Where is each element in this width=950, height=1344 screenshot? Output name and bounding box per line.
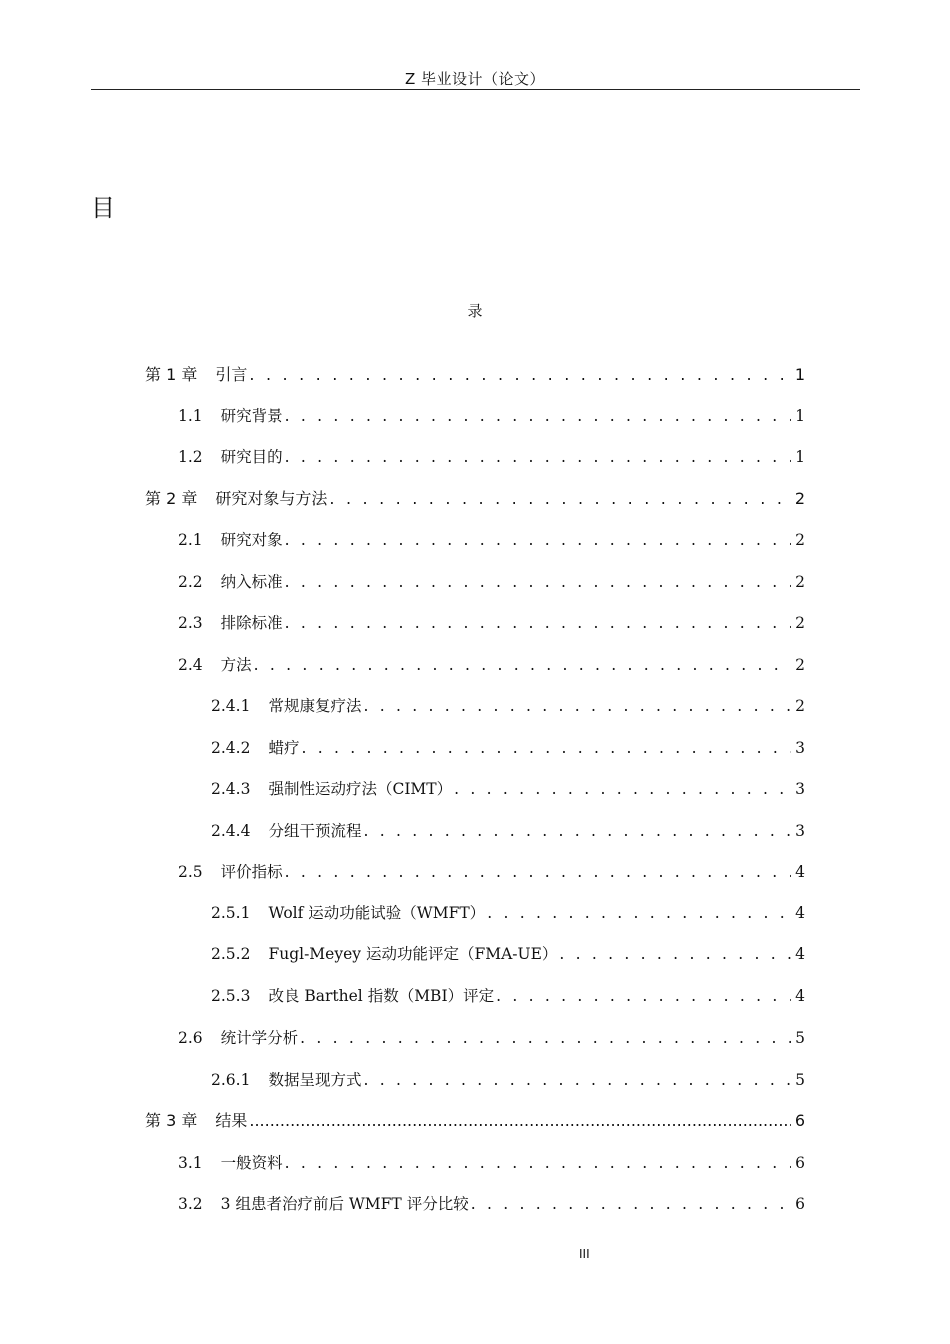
toc-dot-leader <box>254 656 791 674</box>
toc-dot-leader <box>285 531 791 549</box>
toc-entry-page: 2 <box>794 489 805 508</box>
toc-entry-chapter-2[interactable] <box>145 486 805 509</box>
header-divider <box>91 89 860 90</box>
toc-entry-number: 第 1 章 <box>145 365 198 384</box>
toc-entry-number: 3.2 <box>178 1195 203 1213</box>
toc-entry-number: 1.2 <box>178 448 203 466</box>
toc-entry-page: 3 <box>795 822 805 840</box>
toc-entry-label: 蜡疗 <box>268 739 300 757</box>
toc-entry-page: 6 <box>794 1111 805 1130</box>
toc-entry-3-1[interactable] <box>178 1151 805 1173</box>
toc-entry-1-1[interactable] <box>178 404 805 426</box>
toc-entry-number: 第 3 章 <box>145 1111 198 1130</box>
toc-entry-number: 2.4.3 <box>211 780 251 798</box>
toc-entry-2-5[interactable] <box>178 860 805 882</box>
toc-dot-leader <box>285 614 791 632</box>
toc-entry-page: 3 <box>795 780 805 798</box>
toc-entry-number: 第 2 章 <box>145 489 198 508</box>
toc-entry-page: 2 <box>795 656 805 674</box>
toc-entry-2-6[interactable] <box>178 1026 805 1048</box>
toc-entry-page: 4 <box>795 987 805 1005</box>
toc-entry-2-5-1[interactable] <box>211 901 805 923</box>
toc-entry-label: 改良 Barthel 指数（MBI）评定 <box>268 987 495 1005</box>
toc-dot-leader <box>285 448 791 466</box>
toc-dot-leader <box>301 739 791 757</box>
toc-dot-leader <box>454 780 791 798</box>
toc-entry-label: 排除标准 <box>220 614 283 632</box>
toc-entry-2-6-1[interactable] <box>211 1068 805 1090</box>
toc-entry-label: 数据呈现方式 <box>268 1071 362 1089</box>
toc-entry-page: 6 <box>795 1195 805 1213</box>
toc-entry-2-1[interactable] <box>178 528 805 550</box>
toc-entry-number: 2.5.3 <box>211 987 251 1005</box>
toc-entry-label: 统计学分析 <box>220 1029 299 1047</box>
toc-entry-page: 2 <box>795 614 805 632</box>
toc-entry-number: 2.4.2 <box>211 739 251 757</box>
toc-entry-number: 2.6.1 <box>211 1071 251 1089</box>
toc-entry-number: 3.1 <box>178 1154 203 1172</box>
toc-dot-leader <box>363 822 791 840</box>
toc-entry-label: 一般资料 <box>220 1154 283 1172</box>
toc-entry-label: 分组干预流程 <box>268 822 362 840</box>
toc-dot-leader <box>363 697 791 715</box>
toc-entry-page: 5 <box>795 1071 805 1089</box>
toc-entry-2-2[interactable] <box>178 570 805 592</box>
toc-entry-3-2[interactable] <box>178 1192 805 1214</box>
page-number-footer: III <box>579 1247 590 1261</box>
toc-entry-label: 研究对象 <box>220 531 283 549</box>
toc-dot-leader <box>285 573 791 591</box>
toc-dot-leader <box>329 489 790 508</box>
toc-dot-leader <box>471 1195 791 1213</box>
toc-dot-leader <box>249 365 790 384</box>
toc-title-second-char: 录 <box>467 302 483 320</box>
toc-dot-leader <box>363 1071 791 1089</box>
page-header-title: Z 毕业设计（论文） <box>404 70 546 88</box>
toc-entry-page: 1 <box>795 448 805 466</box>
toc-entry-chapter-1[interactable] <box>145 362 805 385</box>
toc-entry-number: 2.5.2 <box>211 945 251 963</box>
toc-entry-page: 4 <box>795 945 805 963</box>
toc-entry-label: 研究目的 <box>220 448 283 466</box>
toc-dot-leader <box>487 904 791 922</box>
toc-entry-2-4-4[interactable] <box>211 819 805 841</box>
toc-entry-label: 强制性运动疗法（CIMT） <box>268 780 453 798</box>
toc-entry-label: 引言 <box>215 365 248 384</box>
toc-entry-number: 2.4.4 <box>211 822 251 840</box>
toc-entry-number: 2.5.1 <box>211 904 251 922</box>
toc-entry-page: 6 <box>795 1154 805 1172</box>
toc-dot-leader <box>300 1029 791 1047</box>
toc-entry-label: 评价指标 <box>220 863 283 881</box>
toc-entry-page: 1 <box>794 365 805 384</box>
toc-entry-page: 2 <box>795 531 805 549</box>
toc-entry-label: 结果 <box>215 1111 248 1130</box>
toc-dot-leader <box>249 1111 790 1130</box>
toc-entry-page: 4 <box>795 863 805 881</box>
toc-entry-label: 方法 <box>220 656 252 674</box>
toc-entry-page: 5 <box>795 1029 805 1047</box>
toc-entry-2-4[interactable] <box>178 653 805 675</box>
toc-entry-label: Fugl-Meyey 运动功能评定（FMA-UE） <box>268 945 558 963</box>
toc-entry-2-4-3[interactable] <box>211 777 805 799</box>
toc-entry-number: 2.1 <box>178 531 203 549</box>
toc-entry-page: 2 <box>795 573 805 591</box>
toc-entry-label: 3 组患者治疗前后 WMFT 评分比较 <box>220 1195 469 1213</box>
toc-entry-2-5-2[interactable] <box>211 942 805 964</box>
toc-entry-number: 2.6 <box>178 1029 203 1047</box>
toc-dot-leader <box>285 407 791 425</box>
toc-entry-2-4-1[interactable] <box>211 694 805 716</box>
toc-entry-label: Wolf 运动功能试验（WMFT） <box>268 904 486 922</box>
toc-dot-leader <box>559 945 791 963</box>
toc-entry-number: 2.2 <box>178 573 203 591</box>
toc-entry-2-4-2[interactable] <box>211 736 805 758</box>
toc-entry-number: 2.5 <box>178 863 203 881</box>
toc-entry-number: 2.4.1 <box>211 697 251 715</box>
toc-entry-page: 1 <box>795 407 805 425</box>
toc-entry-page: 3 <box>795 739 805 757</box>
toc-entry-label: 常规康复疗法 <box>268 697 362 715</box>
toc-entry-label: 纳入标准 <box>220 573 283 591</box>
toc-entry-2-3[interactable] <box>178 611 805 633</box>
toc-entry-number: 2.3 <box>178 614 203 632</box>
toc-title-first-char: 目 <box>91 194 115 222</box>
toc-dot-leader <box>285 863 791 881</box>
toc-dot-leader <box>496 987 791 1005</box>
toc-entry-number: 1.1 <box>178 407 203 425</box>
toc-entry-page: 2 <box>795 697 805 715</box>
toc-dot-leader <box>285 1154 791 1172</box>
toc-entry-number: 2.4 <box>178 656 203 674</box>
toc-entry-label: 研究背景 <box>220 407 283 425</box>
toc-entry-chapter-3[interactable] <box>145 1108 805 1131</box>
toc-entry-page: 4 <box>795 904 805 922</box>
toc-entry-1-2[interactable] <box>178 445 805 467</box>
toc-entry-label: 研究对象与方法 <box>215 489 328 508</box>
toc-entry-2-5-3[interactable] <box>211 984 805 1006</box>
